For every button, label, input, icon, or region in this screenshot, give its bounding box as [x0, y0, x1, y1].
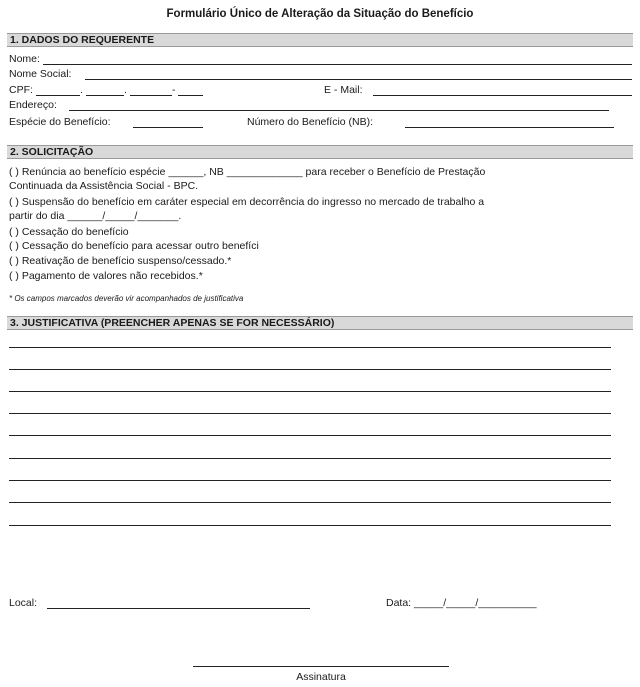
email-field[interactable] — [373, 95, 632, 96]
nome-social-field[interactable] — [85, 79, 632, 80]
endereco-field[interactable] — [69, 110, 609, 111]
numero-beneficio-label: Número do Benefício (NB): — [247, 116, 374, 128]
justification-line[interactable] — [9, 525, 611, 526]
especie-field[interactable] — [133, 127, 203, 128]
option-renuncia[interactable]: ( ) Renúncia ao benefício espécie ______, NB _____________ para receber o Benefício de Prestação — [9, 166, 486, 178]
option-pagamento[interactable]: ( ) Pagamento de valores não recebidos.* — [9, 270, 203, 282]
justification-line[interactable] — [9, 391, 611, 392]
numero-beneficio-field[interactable] — [405, 127, 614, 128]
justification-line[interactable] — [9, 458, 611, 459]
email-label: E - Mail: — [324, 84, 363, 96]
justification-line[interactable] — [9, 369, 611, 370]
cpf-field-part-3[interactable] — [130, 95, 172, 96]
local-label: Local: — [9, 597, 38, 609]
justification-line[interactable] — [9, 413, 611, 414]
especie-label: Espécie do Benefício: — [9, 116, 111, 128]
cpf-field-part-2[interactable] — [86, 95, 124, 96]
justification-line[interactable] — [9, 480, 611, 481]
section-1-header — [7, 33, 633, 47]
endereco-label: Endereço: — [9, 99, 57, 111]
nome-field[interactable] — [43, 64, 632, 65]
cpf-label: CPF: — [9, 84, 33, 96]
nome-label: Nome: — [9, 53, 40, 65]
option-cessacao-outro[interactable]: ( ) Cessação do benefício para acessar outro benefíci — [9, 240, 259, 252]
justification-line[interactable] — [9, 502, 611, 503]
data-field[interactable]: Data: _____/_____/__________ — [386, 597, 537, 609]
signature-label: Assinatura — [296, 671, 346, 683]
section-2-heading: 2. SOLICITAÇÃO — [10, 146, 94, 158]
section-3-header — [7, 316, 633, 330]
option-suspensao[interactable]: ( ) Suspensão do benefício em caráter especial em decorrência do ingresso no mercado de trabalho a — [9, 196, 485, 208]
section-3-heading: 3. JUSTIFICATIVA (PREENCHER APENAS SE FOR NECESSÁRIO) — [10, 317, 335, 329]
cpf-field-part-1[interactable] — [36, 95, 80, 96]
form-title: Formulário Único de Alteração da Situação do Benefício — [166, 8, 474, 20]
justification-line[interactable] — [9, 435, 611, 436]
nome-social-label: Nome Social: — [9, 68, 72, 80]
cpf-field-part-4[interactable] — [178, 95, 203, 96]
section-1-heading: 1. DADOS DO REQUERENTE — [10, 34, 155, 46]
option-reativacao[interactable]: ( ) Reativação de benefício suspenso/cessado.* — [9, 255, 232, 267]
option-suspensao-cont: partir do dia ______/_____/_______. — [9, 210, 182, 222]
section-2-header — [7, 145, 633, 159]
signature-line[interactable] — [193, 666, 449, 667]
justification-note: * Os campos marcados deverão vir acompanhados de justificativa — [9, 294, 244, 303]
justification-line[interactable] — [9, 347, 611, 348]
option-cessacao[interactable]: ( ) Cessação do benefício — [9, 226, 129, 238]
local-field[interactable] — [47, 608, 310, 609]
option-renuncia-cont: Continuada da Assistência Social - BPC. — [9, 180, 199, 192]
